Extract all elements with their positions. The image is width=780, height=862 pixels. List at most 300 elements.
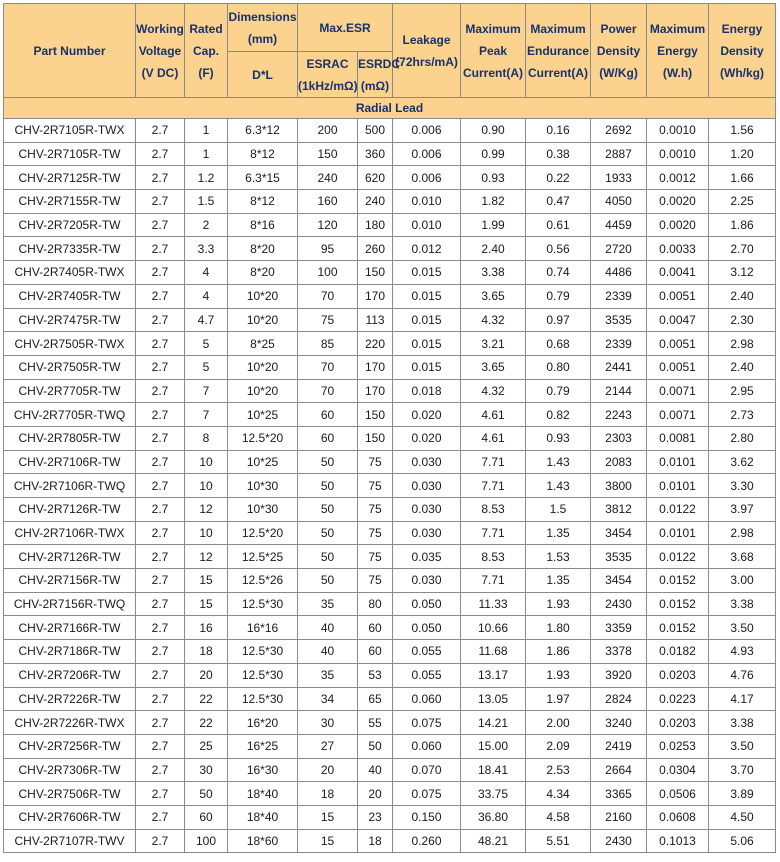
cell-rated-capacitance: 22: [185, 711, 228, 735]
cell-esrac: 70: [298, 379, 358, 403]
cell-esrac: 70: [298, 284, 358, 308]
cell-energy-density: 2.30: [709, 308, 776, 332]
table-row: [4, 261, 776, 285]
cell-power-density: 3359: [591, 616, 647, 640]
cell-energy-density: 3.89: [709, 782, 776, 806]
cell-esrdc: 20: [358, 782, 393, 806]
cell-part-number: CHV-2R7106R-TWX: [4, 521, 136, 545]
cell-rated-capacitance: 4.7: [185, 308, 228, 332]
cell-working-voltage: 2.7: [136, 332, 185, 356]
cell-dimensions: 10*30: [228, 498, 298, 522]
cell-part-number: CHV-2R7206R-TW: [4, 663, 136, 687]
cell-endurance-current: 1.35: [526, 569, 591, 593]
cell-leakage: 0.015: [393, 308, 461, 332]
cell-max-energy: 0.0041: [647, 261, 709, 285]
cell-max-energy: 0.0182: [647, 640, 709, 664]
cell-dimensions: 16*20: [228, 711, 298, 735]
cell-leakage: 0.010: [393, 190, 461, 214]
table-row: [4, 498, 776, 522]
cell-peak-current: 3.21: [461, 332, 526, 356]
cell-working-voltage: 2.7: [136, 450, 185, 474]
cell-working-voltage: 2.7: [136, 663, 185, 687]
header-energy-density: Energy Density (Wh/kg): [709, 4, 776, 98]
cell-power-density: 3800: [591, 474, 647, 498]
cell-working-voltage: 2.7: [136, 237, 185, 261]
cell-endurance-current: 1.53: [526, 545, 591, 569]
table-row: [4, 805, 776, 829]
cell-dimensions: 10*20: [228, 355, 298, 379]
cell-leakage: 0.030: [393, 521, 461, 545]
table-row: [4, 403, 776, 427]
cell-leakage: 0.020: [393, 426, 461, 450]
cell-energy-density: 3.30: [709, 474, 776, 498]
cell-energy-density: 2.98: [709, 521, 776, 545]
cell-esrac: 50: [298, 450, 358, 474]
cell-esrac: 95: [298, 237, 358, 261]
cell-esrac: 27: [298, 734, 358, 758]
cell-endurance-current: 0.68: [526, 332, 591, 356]
cell-esrdc: 18: [358, 829, 393, 853]
cell-part-number: CHV-2R7475R-TW: [4, 308, 136, 332]
cell-esrac: 70: [298, 355, 358, 379]
cell-part-number: CHV-2R7155R-TW: [4, 190, 136, 214]
cell-peak-current: 11.33: [461, 592, 526, 616]
cell-peak-current: 3.65: [461, 284, 526, 308]
cell-esrdc: 240: [358, 190, 393, 214]
cell-peak-current: 8.53: [461, 545, 526, 569]
cell-esrac: 50: [298, 474, 358, 498]
cell-esrdc: 75: [358, 498, 393, 522]
cell-max-energy: 0.0020: [647, 213, 709, 237]
cell-working-voltage: 2.7: [136, 569, 185, 593]
cell-esrac: 60: [298, 403, 358, 427]
cell-leakage: 0.015: [393, 355, 461, 379]
cell-working-voltage: 2.7: [136, 190, 185, 214]
cell-esrac: 60: [298, 426, 358, 450]
cell-esrdc: 150: [358, 261, 393, 285]
cell-power-density: 3240: [591, 711, 647, 735]
cell-esrdc: 75: [358, 450, 393, 474]
header-max-esr: Max.ESR: [298, 4, 393, 52]
cell-part-number: CHV-2R7126R-TW: [4, 545, 136, 569]
cell-working-voltage: 2.7: [136, 142, 185, 166]
cell-part-number: CHV-2R7705R-TWQ: [4, 403, 136, 427]
cell-energy-density: 1.56: [709, 119, 776, 143]
cell-endurance-current: 4.34: [526, 782, 591, 806]
cell-leakage: 0.030: [393, 450, 461, 474]
cell-working-voltage: 2.7: [136, 616, 185, 640]
cell-esrac: 200: [298, 119, 358, 143]
cell-peak-current: 11.68: [461, 640, 526, 664]
cell-working-voltage: 2.7: [136, 119, 185, 143]
cell-esrac: 40: [298, 616, 358, 640]
header-max-endurance-current: Maximum Endurance Current(A): [526, 4, 591, 98]
cell-endurance-current: 0.79: [526, 284, 591, 308]
cell-peak-current: 4.32: [461, 379, 526, 403]
cell-power-density: 3920: [591, 663, 647, 687]
cell-working-voltage: 2.7: [136, 545, 185, 569]
section-radial-lead: Radial Lead: [4, 98, 776, 119]
cell-part-number: CHV-2R7226R-TW: [4, 687, 136, 711]
cell-peak-current: 4.61: [461, 426, 526, 450]
cell-endurance-current: 0.97: [526, 308, 591, 332]
table-row: [4, 284, 776, 308]
cell-max-energy: 0.0020: [647, 190, 709, 214]
cell-part-number: CHV-2R7226R-TWX: [4, 711, 136, 735]
cell-energy-density: 1.20: [709, 142, 776, 166]
cell-part-number: CHV-2R7256R-TW: [4, 734, 136, 758]
cell-energy-density: 4.76: [709, 663, 776, 687]
cell-esrac: 120: [298, 213, 358, 237]
cell-esrac: 160: [298, 190, 358, 214]
cell-part-number: CHV-2R7505R-TW: [4, 355, 136, 379]
cell-energy-density: 1.66: [709, 166, 776, 190]
cell-max-energy: 0.0051: [647, 355, 709, 379]
cell-energy-density: 2.80: [709, 426, 776, 450]
cell-esrac: 35: [298, 663, 358, 687]
cell-leakage: 0.030: [393, 498, 461, 522]
cell-power-density: 4486: [591, 261, 647, 285]
cell-working-voltage: 2.7: [136, 213, 185, 237]
cell-dimensions: 10*25: [228, 450, 298, 474]
cell-esrdc: 80: [358, 592, 393, 616]
cell-rated-capacitance: 100: [185, 829, 228, 853]
cell-rated-capacitance: 12: [185, 545, 228, 569]
cell-esrac: 40: [298, 640, 358, 664]
cell-rated-capacitance: 4: [185, 284, 228, 308]
table-body: [4, 98, 776, 853]
cell-power-density: 2441: [591, 355, 647, 379]
cell-esrac: 240: [298, 166, 358, 190]
cell-esrac: 30: [298, 711, 358, 735]
cell-rated-capacitance: 1: [185, 142, 228, 166]
cell-energy-density: 2.98: [709, 332, 776, 356]
cell-power-density: 2160: [591, 805, 647, 829]
cell-leakage: 0.050: [393, 616, 461, 640]
cell-max-energy: 0.0152: [647, 569, 709, 593]
table-row: [4, 190, 776, 214]
cell-esrdc: 75: [358, 569, 393, 593]
cell-peak-current: 1.82: [461, 190, 526, 214]
cell-peak-current: 7.71: [461, 450, 526, 474]
cell-max-energy: 0.0012: [647, 166, 709, 190]
cell-energy-density: 3.68: [709, 545, 776, 569]
cell-max-energy: 0.0047: [647, 308, 709, 332]
cell-esrdc: 40: [358, 758, 393, 782]
cell-rated-capacitance: 22: [185, 687, 228, 711]
table-row: [4, 119, 776, 143]
cell-power-density: 2430: [591, 829, 647, 853]
cell-esrdc: 75: [358, 545, 393, 569]
cell-esrac: 15: [298, 829, 358, 853]
cell-part-number: CHV-2R7186R-TW: [4, 640, 136, 664]
cell-esrac: 15: [298, 805, 358, 829]
cell-endurance-current: 0.79: [526, 379, 591, 403]
cell-working-voltage: 2.7: [136, 498, 185, 522]
cell-esrac: 75: [298, 308, 358, 332]
cell-rated-capacitance: 7: [185, 379, 228, 403]
cell-dimensions: 12.5*20: [228, 521, 298, 545]
cell-part-number: CHV-2R7107R-TWV: [4, 829, 136, 853]
cell-peak-current: 2.40: [461, 237, 526, 261]
cell-rated-capacitance: 1.2: [185, 166, 228, 190]
cell-dimensions: 8*25: [228, 332, 298, 356]
cell-max-energy: 0.0203: [647, 663, 709, 687]
cell-power-density: 4459: [591, 213, 647, 237]
table-row: [4, 782, 776, 806]
cell-dimensions: 6.3*15: [228, 166, 298, 190]
cell-energy-density: 3.38: [709, 592, 776, 616]
cell-peak-current: 0.90: [461, 119, 526, 143]
cell-max-energy: 0.0152: [647, 616, 709, 640]
cell-dimensions: 8*20: [228, 261, 298, 285]
cell-working-voltage: 2.7: [136, 640, 185, 664]
cell-part-number: CHV-2R7156R-TW: [4, 569, 136, 593]
spec-table: [3, 3, 776, 853]
cell-dimensions: 12.5*30: [228, 663, 298, 687]
cell-endurance-current: 1.5: [526, 498, 591, 522]
cell-dimensions: 16*30: [228, 758, 298, 782]
cell-esrac: 35: [298, 592, 358, 616]
cell-power-density: 4050: [591, 190, 647, 214]
cell-working-voltage: 2.7: [136, 805, 185, 829]
cell-max-energy: 0.0051: [647, 332, 709, 356]
cell-leakage: 0.050: [393, 592, 461, 616]
cell-dimensions: 10*30: [228, 474, 298, 498]
cell-peak-current: 14.21: [461, 711, 526, 735]
cell-rated-capacitance: 30: [185, 758, 228, 782]
cell-esrac: 150: [298, 142, 358, 166]
cell-endurance-current: 5.51: [526, 829, 591, 853]
cell-max-energy: 0.0010: [647, 119, 709, 143]
cell-leakage: 0.015: [393, 284, 461, 308]
cell-power-density: 2303: [591, 426, 647, 450]
cell-leakage: 0.010: [393, 213, 461, 237]
cell-part-number: CHV-2R7606R-TW: [4, 805, 136, 829]
cell-leakage: 0.035: [393, 545, 461, 569]
cell-part-number: CHV-2R7805R-TW: [4, 426, 136, 450]
table-row: [4, 379, 776, 403]
cell-part-number: CHV-2R7405R-TW: [4, 284, 136, 308]
cell-power-density: 2339: [591, 284, 647, 308]
cell-esrdc: 113: [358, 308, 393, 332]
cell-endurance-current: 0.56: [526, 237, 591, 261]
cell-dimensions: 12.5*30: [228, 640, 298, 664]
cell-endurance-current: 1.43: [526, 474, 591, 498]
cell-endurance-current: 0.82: [526, 403, 591, 427]
cell-energy-density: 2.73: [709, 403, 776, 427]
cell-working-voltage: 2.7: [136, 758, 185, 782]
cell-esrdc: 170: [358, 284, 393, 308]
cell-part-number: CHV-2R7335R-TW: [4, 237, 136, 261]
cell-energy-density: 3.50: [709, 734, 776, 758]
cell-rated-capacitance: 3.3: [185, 237, 228, 261]
cell-esrdc: 65: [358, 687, 393, 711]
cell-endurance-current: 0.38: [526, 142, 591, 166]
table-row: [4, 166, 776, 190]
cell-working-voltage: 2.7: [136, 166, 185, 190]
cell-power-density: 2144: [591, 379, 647, 403]
cell-rated-capacitance: 15: [185, 592, 228, 616]
cell-dimensions: 10*20: [228, 308, 298, 332]
cell-leakage: 0.075: [393, 782, 461, 806]
cell-working-voltage: 2.7: [136, 474, 185, 498]
cell-part-number: CHV-2R7166R-TW: [4, 616, 136, 640]
cell-max-energy: 0.0010: [647, 142, 709, 166]
cell-rated-capacitance: 4: [185, 261, 228, 285]
cell-working-voltage: 2.7: [136, 403, 185, 427]
cell-leakage: 0.060: [393, 687, 461, 711]
cell-esrdc: 53: [358, 663, 393, 687]
cell-esrdc: 23: [358, 805, 393, 829]
cell-energy-density: 3.70: [709, 758, 776, 782]
cell-working-voltage: 2.7: [136, 829, 185, 853]
cell-endurance-current: 1.35: [526, 521, 591, 545]
cell-leakage: 0.030: [393, 474, 461, 498]
cell-rated-capacitance: 8: [185, 426, 228, 450]
cell-esrdc: 75: [358, 474, 393, 498]
cell-esrac: 34: [298, 687, 358, 711]
cell-peak-current: 4.32: [461, 308, 526, 332]
cell-endurance-current: 1.43: [526, 450, 591, 474]
cell-endurance-current: 1.80: [526, 616, 591, 640]
cell-leakage: 0.070: [393, 758, 461, 782]
cell-energy-density: 2.95: [709, 379, 776, 403]
cell-max-energy: 0.0122: [647, 498, 709, 522]
cell-max-energy: 0.0101: [647, 450, 709, 474]
cell-rated-capacitance: 50: [185, 782, 228, 806]
table-row: [4, 663, 776, 687]
table-row: [4, 355, 776, 379]
cell-peak-current: 18.41: [461, 758, 526, 782]
cell-power-density: 2419: [591, 734, 647, 758]
cell-peak-current: 7.71: [461, 521, 526, 545]
cell-part-number: CHV-2R7705R-TW: [4, 379, 136, 403]
cell-power-density: 2083: [591, 450, 647, 474]
cell-max-energy: 0.0033: [647, 237, 709, 261]
cell-working-voltage: 2.7: [136, 734, 185, 758]
table-row: [4, 450, 776, 474]
cell-dimensions: 10*25: [228, 403, 298, 427]
cell-peak-current: 36.80: [461, 805, 526, 829]
cell-endurance-current: 2.00: [526, 711, 591, 735]
cell-working-voltage: 2.7: [136, 687, 185, 711]
cell-dimensions: 8*20: [228, 237, 298, 261]
cell-esrdc: 260: [358, 237, 393, 261]
header-max-energy: Maximum Energy (W.h): [647, 4, 709, 98]
cell-peak-current: 33.75: [461, 782, 526, 806]
table-row: [4, 426, 776, 450]
cell-esrdc: 180: [358, 213, 393, 237]
cell-endurance-current: 0.74: [526, 261, 591, 285]
cell-endurance-current: 1.93: [526, 592, 591, 616]
cell-endurance-current: 0.47: [526, 190, 591, 214]
cell-power-density: 3454: [591, 521, 647, 545]
cell-rated-capacitance: 10: [185, 450, 228, 474]
cell-part-number: CHV-2R7106R-TW: [4, 450, 136, 474]
cell-energy-density: 3.50: [709, 616, 776, 640]
cell-energy-density: 1.86: [709, 213, 776, 237]
cell-power-density: 2887: [591, 142, 647, 166]
cell-max-energy: 0.0152: [647, 592, 709, 616]
cell-dimensions: 12.5*20: [228, 426, 298, 450]
cell-energy-density: 2.40: [709, 284, 776, 308]
cell-working-voltage: 2.7: [136, 521, 185, 545]
header-dimensions-dl: D*L: [228, 52, 298, 98]
cell-dimensions: 16*16: [228, 616, 298, 640]
cell-power-density: 3454: [591, 569, 647, 593]
cell-dimensions: 12.5*25: [228, 545, 298, 569]
cell-part-number: CHV-2R7126R-TW: [4, 498, 136, 522]
cell-endurance-current: 0.16: [526, 119, 591, 143]
cell-leakage: 0.150: [393, 805, 461, 829]
cell-leakage: 0.020: [393, 403, 461, 427]
cell-esrac: 50: [298, 569, 358, 593]
cell-max-energy: 0.0081: [647, 426, 709, 450]
cell-energy-density: 2.70: [709, 237, 776, 261]
table-row: [4, 687, 776, 711]
cell-rated-capacitance: 7: [185, 403, 228, 427]
cell-peak-current: 8.53: [461, 498, 526, 522]
cell-working-voltage: 2.7: [136, 355, 185, 379]
table-row: [4, 616, 776, 640]
cell-leakage: 0.018: [393, 379, 461, 403]
cell-endurance-current: 4.58: [526, 805, 591, 829]
cell-max-energy: 0.0608: [647, 805, 709, 829]
header-esrdc: ESRDC (mΩ): [358, 52, 393, 98]
cell-leakage: 0.060: [393, 734, 461, 758]
cell-working-voltage: 2.7: [136, 379, 185, 403]
cell-part-number: CHV-2R7125R-TW: [4, 166, 136, 190]
cell-peak-current: 48.21: [461, 829, 526, 853]
header-leakage: Leakage (72hrs/mA): [393, 4, 461, 98]
table-row: [4, 521, 776, 545]
cell-peak-current: 13.05: [461, 687, 526, 711]
cell-dimensions: 16*25: [228, 734, 298, 758]
cell-working-voltage: 2.7: [136, 782, 185, 806]
cell-rated-capacitance: 16: [185, 616, 228, 640]
cell-rated-capacitance: 10: [185, 474, 228, 498]
cell-esrac: 50: [298, 521, 358, 545]
cell-peak-current: 15.00: [461, 734, 526, 758]
header-part-number: Part Number: [4, 4, 136, 98]
cell-part-number: CHV-2R7105R-TWX: [4, 119, 136, 143]
cell-leakage: 0.006: [393, 166, 461, 190]
cell-dimensions: 10*20: [228, 284, 298, 308]
cell-rated-capacitance: 20: [185, 663, 228, 687]
cell-esrdc: 60: [358, 616, 393, 640]
cell-esrac: 50: [298, 498, 358, 522]
cell-energy-density: 4.50: [709, 805, 776, 829]
cell-esrdc: 50: [358, 734, 393, 758]
cell-power-density: 3812: [591, 498, 647, 522]
cell-max-energy: 0.0101: [647, 521, 709, 545]
header-power-density: Power Density (W/Kg): [591, 4, 647, 98]
cell-dimensions: 18*40: [228, 805, 298, 829]
cell-rated-capacitance: 15: [185, 569, 228, 593]
cell-leakage: 0.055: [393, 640, 461, 664]
cell-esrac: 18: [298, 782, 358, 806]
cell-rated-capacitance: 25: [185, 734, 228, 758]
cell-leakage: 0.006: [393, 119, 461, 143]
cell-dimensions: 12.5*30: [228, 592, 298, 616]
table-row: [4, 758, 776, 782]
cell-endurance-current: 0.61: [526, 213, 591, 237]
cell-esrac: 20: [298, 758, 358, 782]
cell-power-density: 3535: [591, 308, 647, 332]
cell-part-number: CHV-2R7106R-TWQ: [4, 474, 136, 498]
cell-working-voltage: 2.7: [136, 711, 185, 735]
